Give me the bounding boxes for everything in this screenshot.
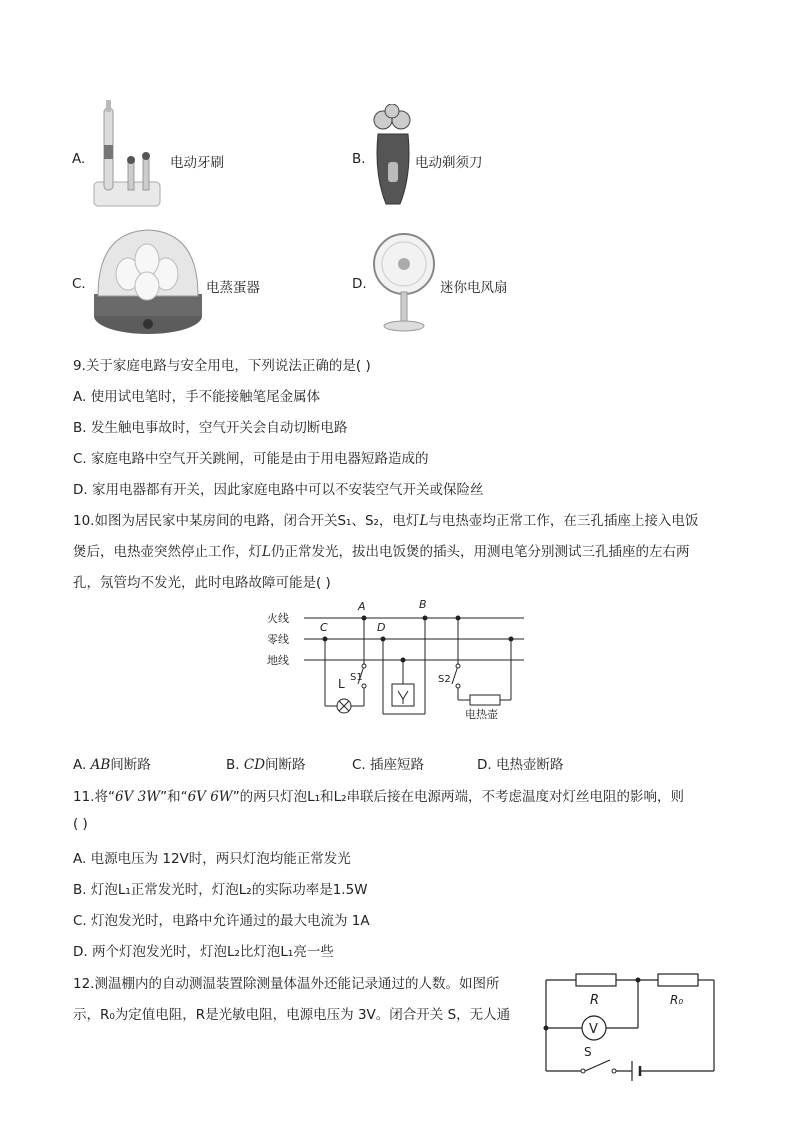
q8-option-b-label: 电动剃须刀	[415, 155, 483, 171]
q10-var-l: L	[419, 513, 429, 529]
label-r0: R₀	[670, 993, 684, 1007]
q10-stem-1-text: 10.如图为居民家中某房间的电路，闭合开关S₁、S₂，电灯	[73, 513, 420, 529]
q11-option-d: D. 两个灯泡发光时，灯泡L₂比灯泡L₁亮一些	[73, 944, 334, 960]
q9-option-b: B. 发生触电事故时，空气开关会自动切断电路	[73, 420, 348, 436]
q8-option-a-letter: A.	[72, 151, 86, 167]
q10-stem-1-tail: 与电热壶均正常工作，在三孔插座上接入电饭	[428, 513, 699, 529]
q8-option-c-label: 电蒸蛋器	[206, 280, 260, 296]
q11-option-a: A. 电源电压为 12V时，两只灯泡均能正常发光	[73, 851, 351, 867]
label-ground: 地线	[267, 654, 289, 667]
q10-var-l-2: L	[262, 544, 271, 560]
q11-option-b: B. 灯泡L₁正常发光时，灯泡L₂的实际功率是1.5W	[73, 882, 368, 898]
label-r: R	[590, 993, 600, 1008]
label-a: A	[358, 600, 366, 613]
q9-option-a: A. 使用试电笔时，手不能接触笔尾金属体	[73, 389, 321, 405]
label-neutral: 零线	[267, 633, 289, 646]
q10-stem-line-2	[73, 540, 689, 560]
q11-paren: ( )	[73, 816, 88, 832]
q9-option-d: D. 家用电器都有开关，因此家庭电路中可以不安装空气开关或保险丝	[73, 482, 484, 498]
q10-option-a: A. AB间断路	[73, 757, 151, 773]
q12-circuit-diagram	[540, 968, 722, 1086]
label-kettle: 电热壶	[465, 708, 498, 721]
label-s: S	[584, 1045, 592, 1059]
q10-option-c: C. 插座短路	[352, 757, 425, 773]
q8-option-b-letter: B.	[352, 151, 366, 167]
label-d: D	[377, 621, 386, 634]
q9-stem: 9.关于家庭电路与安全用电，下列说法正确的是( )	[73, 358, 371, 374]
q10-stem-line-3: 孔，氖管均不发光，此时电路故障可能是( )	[73, 575, 331, 591]
egg-cooker-image	[90, 224, 206, 336]
q8-option-d-label: 迷你电风扇	[440, 280, 508, 296]
label-l: L	[338, 677, 345, 691]
label-s1: S1	[350, 672, 363, 683]
q10-option-d: D. 电热壶断路	[477, 757, 564, 773]
q12-line-1: 12.测温棚内的自动测温装置除测量体温外还能记录通过的人数。如图所	[73, 976, 500, 992]
shaver-image	[368, 104, 418, 210]
label-c: C	[320, 621, 328, 634]
q8-option-c-letter: C.	[72, 276, 86, 292]
q10-stem-2b: 仍正常发光，拔出电饭煲的插头，用测电笔分别测试三孔插座的左右两	[270, 544, 690, 560]
label-live: 火线	[267, 612, 289, 625]
fan-image	[370, 232, 440, 332]
q8-option-d-letter: D.	[352, 276, 367, 292]
q10-stem-line-1	[73, 509, 698, 529]
q9-option-c: C. 家庭电路中空气开关跳闸，可能是由于用电器短路造成的	[73, 451, 429, 467]
label-b: B	[419, 598, 427, 611]
q11-option-c: C. 灯泡发光时，电路中允许通过的最大电流为 1A	[73, 913, 370, 929]
voltmeter-label: V	[589, 1022, 598, 1037]
q10-option-b: B. CD间断路	[226, 757, 306, 773]
q12-line-2: 示，R₀为定值电阻，R是光敏电阻，电源电压为 3V。闭合开关 S，无人通	[73, 1007, 511, 1023]
q8-option-a-label: 电动牙刷	[170, 155, 224, 171]
q11-stem: 11.将“6V 3W”和“6V 6W”的两只灯泡L₁和L₂串联后接在电源两端，不考虑温度对灯丝电阻的影响，则	[73, 789, 685, 805]
q10-circuit-diagram	[262, 596, 532, 726]
label-s2: S2	[438, 674, 451, 685]
q10-stem-2a: 煲后，电热壶突然停止工作，灯	[73, 544, 262, 560]
toothbrush-image	[90, 100, 170, 212]
